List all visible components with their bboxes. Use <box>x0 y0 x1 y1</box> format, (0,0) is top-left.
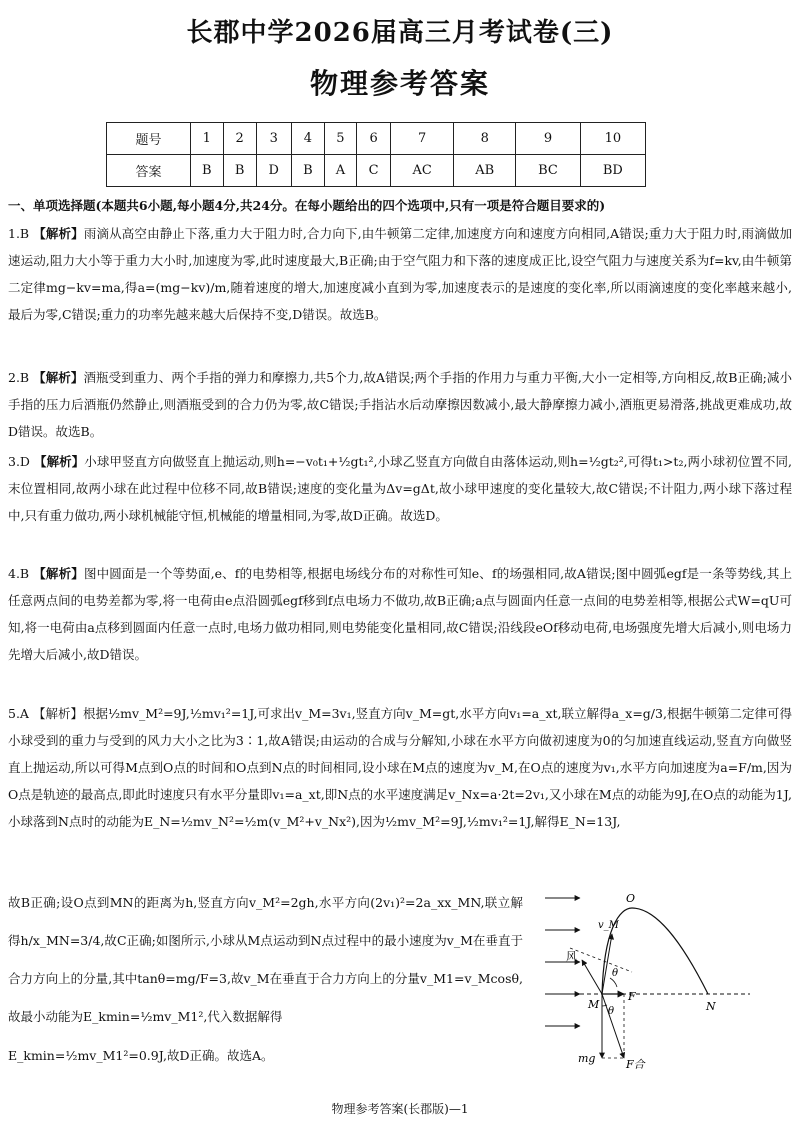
question-1-solution <box>8 220 792 328</box>
solution-text: 图中圆面是一个等势面,e、f的电势相等,根据电场线分布的对称性可知e、f的场强相同,故A错误;图中圆弧egf是一条等势线,其上任意两点间的电势差都为零,将一电荷由e点沿圆弧egf移到f点电场力不做功,故B正确;a点与圆面内任意一点间的电势差相等,根据公式W=qU可知,将一电荷由a点移到圆面内任意一点时,电场力做功相同,则电势能变化量相同,故C错误;沿线段eOf移动电荷,电场强度先增大后减小,则电场力先增大后减小,故D错误。 <box>8 566 792 662</box>
question-number: 5 <box>324 123 356 155</box>
label-wind: 风 <box>566 950 577 963</box>
label-f-net: F合 <box>626 1058 645 1071</box>
label-vm: v_M <box>598 920 619 931</box>
question-2-solution <box>8 364 792 445</box>
label-mg: mg <box>578 1052 596 1065</box>
question-head: 3.D <box>8 454 30 469</box>
answer-cell: AC <box>391 155 454 187</box>
page-footer: 物理参考答案(长郡版)—1 <box>331 1102 469 1116</box>
analysis-tag: 【解析】 <box>33 566 84 581</box>
answer-table-row-label: 答案 <box>107 155 191 187</box>
question-5-solution <box>8 700 792 835</box>
question-number: 2 <box>223 123 256 155</box>
answer-cell: D <box>256 155 292 187</box>
label-f: F <box>628 990 636 1003</box>
answer-cell: B <box>223 155 256 187</box>
answer-cell: BC <box>516 155 580 187</box>
answer-table-row-answers <box>107 155 646 187</box>
question-number: 9 <box>516 123 580 155</box>
label-theta: θ <box>612 968 619 979</box>
question-3-solution <box>8 448 792 529</box>
perpendicular-line <box>570 948 632 972</box>
answer-cell: C <box>357 155 391 187</box>
label-n: N <box>706 1000 716 1013</box>
question-number: 1 <box>190 123 223 155</box>
question-number: 6 <box>357 123 391 155</box>
answer-cell: B <box>292 155 325 187</box>
answer-cell: BD <box>580 155 645 187</box>
label-m: M <box>588 998 600 1011</box>
answer-table <box>106 122 646 187</box>
question-head: 2.B <box>8 370 30 385</box>
vm1-arrow <box>582 960 602 994</box>
question-number: 10 <box>580 123 645 155</box>
document-title: 长郡中学2026届高三月考试卷(三) <box>186 18 614 48</box>
question-number: 3 <box>256 123 292 155</box>
question-5-solution-continued: 故B正确;设O点到MN的距离为h,竖直方向v_M²=2gh,水平方向(2v₁)²=2a_xx_MN,联立解得h/x_MN=3/4,故C正确;如图所示,小球从M点运动到N点过程中的最小速度为v_M在垂直于合力方向上的分量,其中tanθ=mg/F=3,故v_M在垂直于合力方向上的分量v_M1=v_Mcosθ,故最小动能为E_kmin=½mv_M1²,代入数据解得 <box>8 895 523 1024</box>
section-heading: 一、单项选择题(本题共6小题,每小题4分,共24分。在每小题给出的四个选项中,只有一项是符合题目要求的) <box>8 198 606 213</box>
theta-arc <box>610 978 617 987</box>
question-number: 7 <box>391 123 454 155</box>
net-force-arrow <box>602 994 624 1058</box>
question-5-solution-end: E_kmin=½mv_M1²=0.9J,故D正确。故选A。 <box>8 1048 274 1063</box>
document-subtitle: 物理参考答案 <box>309 67 490 100</box>
analysis-tag: 【解析】 <box>33 370 84 385</box>
answer-table-row-numbers <box>107 123 646 155</box>
solution-text: 酒瓶受到重力、两个手指的弹力和摩擦力,共5个力,故A错误;两个手指的作用力与重力平衡,大小一定相等,方向相反,故B正确;减小手指的压力后酒瓶仍然静止,则酒瓶受到的合力仍为零,故C错误;手指沾水后动摩擦因数减小,最大静摩擦力减小,酒瓶更易滑落,挑战更难成功,故D错误。故选B。 <box>8 370 792 439</box>
analysis-tag: 【解析】 <box>33 226 84 241</box>
question-number: 4 <box>292 123 325 155</box>
solution-text: 根据½mv_M²=9J,½mv₁²=1J,可求出v_M=3v₁,竖直方向v_M=gt,水平方向v₁=a_xt,联立解得a_x=g/3,根据牛顿第二定律可得小球受到的重力与受到的风力大小之比为3∶1,故A错误;由运动的合成与分解知,小球在水平方向做初速度为0的匀加速直线运动,竖直方向做竖直上抛运动,所以可得M点到O点的时间和O点到N点的时间相同,设小球在M点的速度为v_M,在O点的速度为v₁,水平方向加速度为a=F/m,因为O点是轨迹的最高点,即此时速度只有水平分量即v₁=a_xt,即N点的水平速度满足v_Nx=a·2t=2v₁,又小球在M点的动能为9J,在O点的动能为1J,小球落到N点时的动能为E_N=½mv_N²=½m(v_M²+v_Nx²),因为½mv_M²=9J,½mv₁²=1J,解得E_N=13J, <box>8 706 792 829</box>
question-head: 5.A <box>8 706 29 721</box>
label-o: O <box>626 892 636 905</box>
answer-cell: A <box>324 155 356 187</box>
solution-text: 雨滴从高空由静止下落,重力大于阻力时,合力向下,由牛顿第二定律,加速度方向和速度方向相同,A错误;重力大于阻力时,雨滴做加速运动,阻力大小等于重力大小时,加速度为零,此时速度最大,B正确;由于空气阻力和下落的速度成正比,设空气阻力与速度关系为f=kv,由牛顿第二定律mg−kv=ma,得a=(mg−kv)/m,随着速度的增大,加速度减小直到为零,加速度表示的是速度的变化率,所以雨滴速度的变化率越来越小,最后为零,C错误;重力的功率先越来越大后保持不变,D错误。故选B。 <box>8 226 792 322</box>
answer-table-row-label: 题号 <box>107 123 191 155</box>
question-number: 8 <box>454 123 516 155</box>
answer-cell: AB <box>454 155 516 187</box>
label-theta-lower: θ <box>608 1006 615 1017</box>
trajectory-diagram <box>540 888 770 1073</box>
question-head: 4.B <box>8 566 30 581</box>
analysis-tag: 【解析】 <box>34 454 85 469</box>
answer-cell: B <box>190 155 223 187</box>
solution-text: 小球甲竖直方向做竖直上抛运动,则h=−v₀t₁+½gt₁²,小球乙竖直方向做自由落体运动,则h=½gt₂²,可得t₁>t₂,两小球初位置不同,末位置相同,故两小球在此过程中位移不同,故B错误;速度的变化量为Δv=gΔt,故小球甲速度的变化量较大,故C错误;不计阻力,两小球下落过程中,只有重力做功,两小球机械能守恒,机械能的增量相同,为零,故D正确。故选D。 <box>8 454 792 523</box>
question-4-solution <box>8 560 792 668</box>
analysis-tag: 【解析】 <box>32 706 83 721</box>
question-head: 1.B <box>8 226 30 241</box>
